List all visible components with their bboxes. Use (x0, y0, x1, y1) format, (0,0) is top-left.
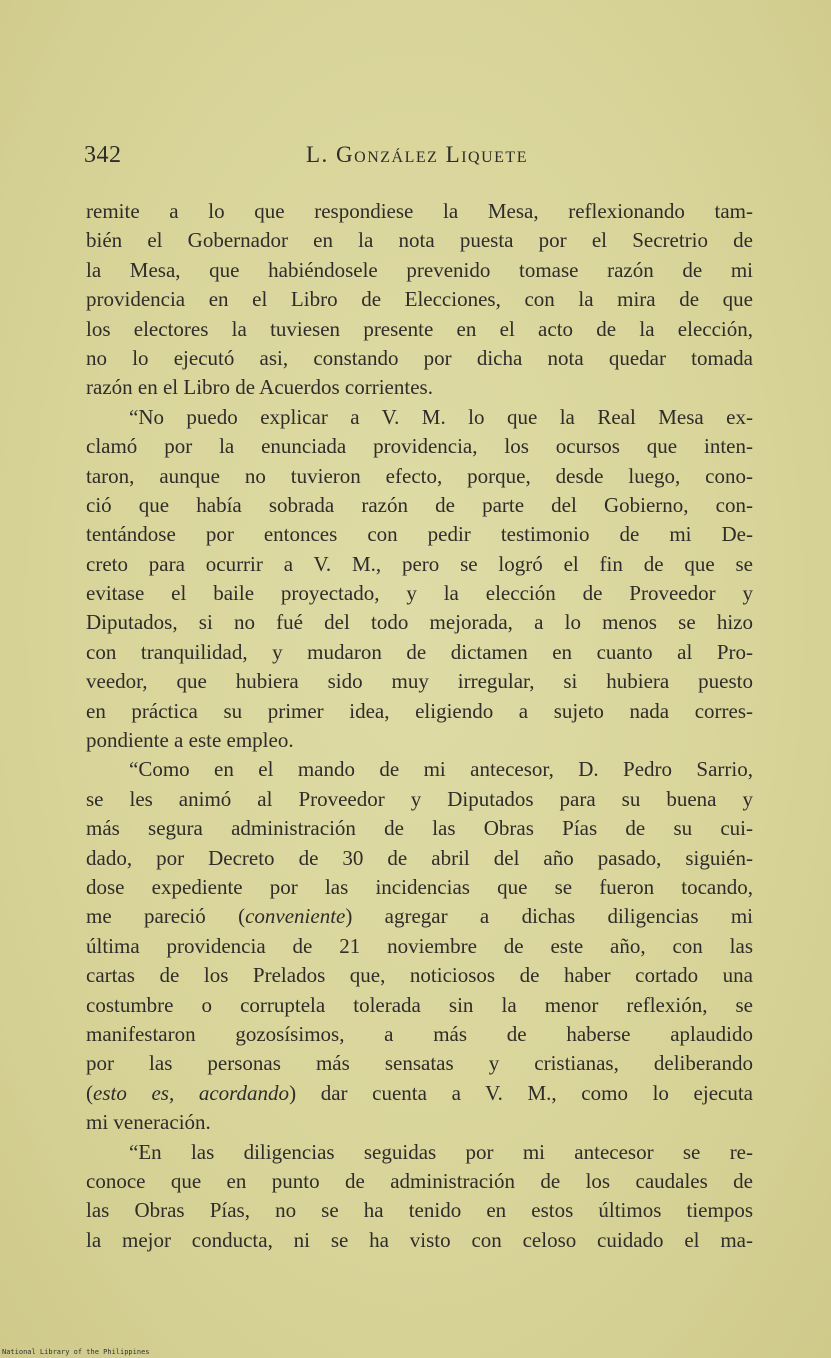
page-number: 342 (84, 142, 122, 168)
text-line: (esto es, acordando) dar cuenta a V. M., como lo ejecuta (86, 1080, 754, 1105)
text-line: taron, aunque no tuvieron efecto, porque, desde luego, cono- (86, 463, 753, 488)
text-line: clamó por la enunciada providencia, los ocursos que inten- (86, 434, 753, 459)
text-line: “En las diligencias seguidas por mi antecesor se re- (129, 1139, 753, 1164)
text-line: los electores la tuviesen presente en el acto de la elección, (86, 316, 753, 341)
text-line: en práctica su primer idea, eligiendo a sujeto nada corres- (86, 698, 753, 723)
text-line: última providencia de 21 noviembre de este año, con las (86, 933, 753, 958)
italic-text: esto es, acordando (93, 1080, 290, 1105)
text-line: Diputados, si no fué del todo mejorada, a lo menos se hizo (86, 610, 753, 635)
page-header (84, 142, 754, 176)
text-line: remite a lo que respondiese la Mesa, reflexionando tam- (86, 199, 753, 223)
body-text (86, 197, 753, 1255)
text-line: bién el Gobernador en la nota puesta por el Secretrio de (86, 228, 753, 253)
text-line: razón en el Libro de Acuerdos corrientes. (86, 375, 433, 400)
library-footer: National Library of the Philippines (2, 1348, 150, 1356)
text-line: pondiente a este empleo. (86, 728, 294, 753)
text-segment: dar cuenta a V. M., como lo ejecuta (320, 1080, 754, 1105)
text-line: evitase el baile proyectado, y la elección de Proveedor y (86, 581, 753, 606)
running-head: L. González Liquete (306, 142, 528, 167)
text-line: cartas de los Prelados que, noticiosos de haber cortado una (86, 963, 753, 988)
text-line: por las personas más sensatas y cristianas, deliberando (86, 1051, 753, 1076)
text-line: mi veneración. (86, 1110, 211, 1135)
text-line: manifestaron gozosísimos, a más de haberse aplaudido (86, 1021, 753, 1046)
text-line: providencia en el Libro de Elecciones, con la mira de que (86, 287, 753, 312)
text-line: creto para ocurrir a V. M., pero se logró el fin de que se (86, 551, 753, 576)
text-segment: me pareció (86, 904, 206, 929)
text-line: dose expediente por las incidencias que se fueron tocando, (86, 874, 753, 899)
text-line: costumbre o corruptela tolerada sin la menor reflexión, se (86, 992, 753, 1017)
text-segment: agregar a dichas diligencias mi (384, 904, 753, 929)
text-line: “No puedo explicar a V. M. lo que la Real Mesa ex- (129, 404, 753, 429)
text-line: no lo ejecutó asi, constando por dicha nota quedar tomada (86, 345, 753, 370)
italic-text: conveniente (245, 904, 346, 929)
text-line: me pareció (conveniente) agregar a dichas diligencias mi (86, 904, 753, 929)
text-line: la mejor conducta, ni se ha visto con celoso cuidado el ma- (86, 1227, 753, 1252)
text-line: dado, por Decreto de 30 de abril del año pasado, siguién- (86, 845, 753, 870)
text-line: veedor, que hubiera sido muy irregular, si hubiera puesto (86, 669, 753, 694)
text-line: la Mesa, que habiéndosele prevenido tomase razón de mi (86, 257, 753, 282)
text-line: se les animó al Proveedor y Diputados para su buena y (86, 786, 753, 811)
text-line: “Como en el mando de mi antecesor, D. Pedro Sarrio, (129, 757, 753, 782)
text-line: con tranquilidad, y mudaron de dictamen en cuanto al Pro- (86, 639, 753, 664)
text-line: las Obras Pías, no se ha tenido en estos últimos tiempos (86, 1198, 753, 1223)
text-line: ció que había sobrada razón de parte del Gobierno, con- (86, 492, 753, 517)
text-line: conoce que en punto de administración de los caudales de (86, 1168, 753, 1193)
text-line: tentándose por entonces con pedir testimonio de mi De- (86, 522, 753, 547)
text-line: más segura administración de las Obras Pías de su cui- (86, 816, 753, 841)
